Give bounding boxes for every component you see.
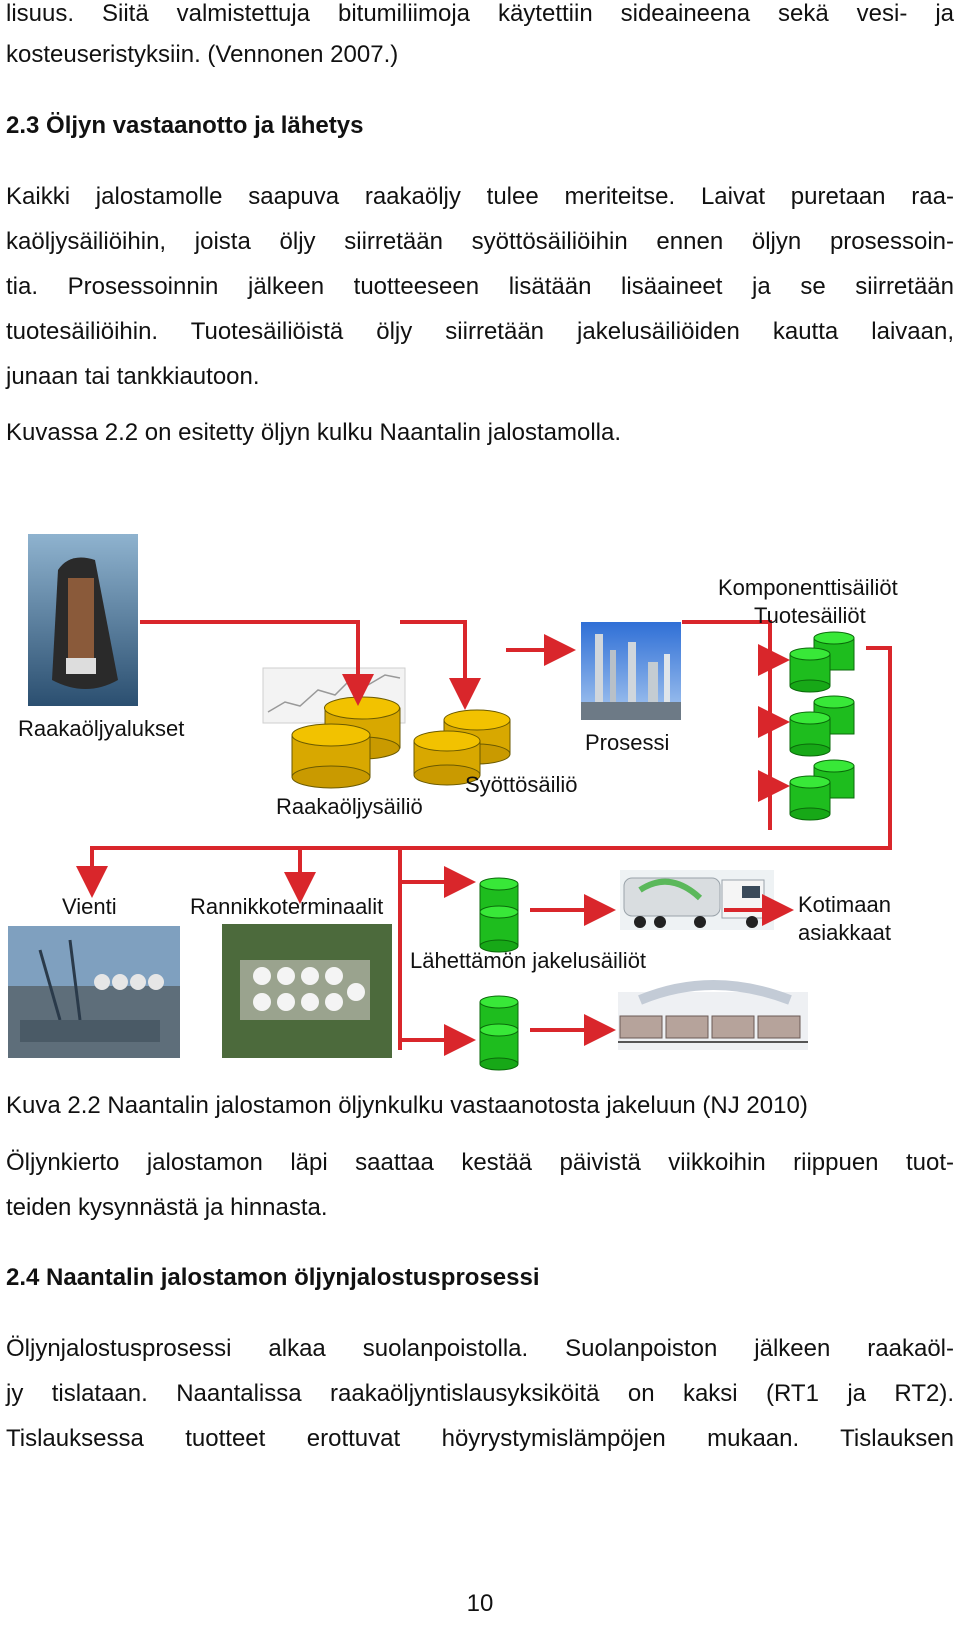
body-text-line: Öljynkierto jalostamon läpi saattaa kestää päivistä viikkoihin riippuen tuot- xyxy=(6,1149,954,1176)
label-process: Prosessi xyxy=(585,730,670,755)
label-domestic-2: asiakkaat xyxy=(798,920,891,945)
section-heading: 2.3 Öljyn vastaanotto ja lähetys xyxy=(6,112,364,139)
refinery-image xyxy=(581,622,681,720)
label-export: Vienti xyxy=(62,894,117,919)
body-text-line: Kaikki jalostamolle saapuva raakaöljy tulee meriteitse. Laivat puretaan raa- xyxy=(6,183,954,210)
arrow-crude-to-feed xyxy=(400,622,465,702)
coastal-terminal-image xyxy=(222,924,392,1058)
label-crude-tanks: Raakaöljysäiliö xyxy=(276,794,423,819)
crude-tank xyxy=(292,724,370,788)
body-text-line: tia. Prosessoinnin jälkeen tuotteeseen lisätään lisäaineet ja se siirretään xyxy=(6,273,954,300)
section-heading: 2.4 Naantalin jalostamon öljynjalostusprosessi xyxy=(6,1264,540,1291)
body-text-line: lisuus. Siitä valmistettuja bitumiliimoja käytettiin sideaineena sekä vesi- ja xyxy=(6,0,954,27)
label-coastal-terminals: Rannikkoterminaalit xyxy=(190,894,384,919)
train-wagons-image xyxy=(618,985,808,1050)
label-feed-tank: Syöttösäiliö xyxy=(465,772,578,797)
label-component-tanks: Komponenttisäiliöt xyxy=(718,575,898,600)
figure-caption: Kuva 2.2 Naantalin jalostamon öljynkulku vastaanotosta jakeluun (NJ 2010) xyxy=(6,1092,808,1119)
body-text-line: jy tislataan. Naantalissa raakaöljyntislausyksiköitä on kaksi (RT1 ja RT2). xyxy=(6,1380,954,1407)
oil-flow-diagram xyxy=(0,530,960,1100)
body-text-line: Öljynjalostusprosessi alkaa suolanpoistolla. Suolanpoiston jälkeen raakaöl- xyxy=(6,1335,954,1362)
tanker-truck-image xyxy=(620,870,774,930)
body-text-line: kaöljysäiliöihin, joista öljy siirretään syöttösäiliöihin ennen öljyn prosessoin- xyxy=(6,228,954,255)
export-harbour-image xyxy=(8,926,180,1058)
product-tank-group xyxy=(790,632,854,820)
arrow-process-to-products xyxy=(682,622,770,830)
label-domestic-1: Kotimaan xyxy=(798,892,891,917)
label-ships: Raakaöljyalukset xyxy=(18,716,185,741)
body-text-line: teiden kysynnästä ja hinnasta. xyxy=(6,1194,328,1221)
label-dispatch-tanks: Lähettämön jakelusäiliöt xyxy=(410,948,647,973)
dispatch-tank-group xyxy=(480,878,518,1070)
body-text-line: junaan tai tankkiautoon. xyxy=(6,363,260,390)
page-number: 10 xyxy=(466,1590,494,1617)
body-text-line: kosteuseristyksiin. (Vennonen 2007.) xyxy=(6,41,399,68)
tanker-ship-image xyxy=(28,534,138,706)
label-product-tanks: Tuotesäiliöt xyxy=(754,603,866,628)
figure-reference: Kuvassa 2.2 on esitetty öljyn kulku Naantalin jalostamolla. xyxy=(6,419,621,446)
flow-arrows xyxy=(92,622,890,1050)
body-text-line: Tislauksessa tuotteet erottuvat höyrystymislämpöjen mukaan. Tislauksen xyxy=(6,1425,954,1452)
body-text-line: tuotesäiliöihin. Tuotesäiliöistä öljy siirretään jakelusäiliöiden kautta laivaan, xyxy=(6,318,954,345)
